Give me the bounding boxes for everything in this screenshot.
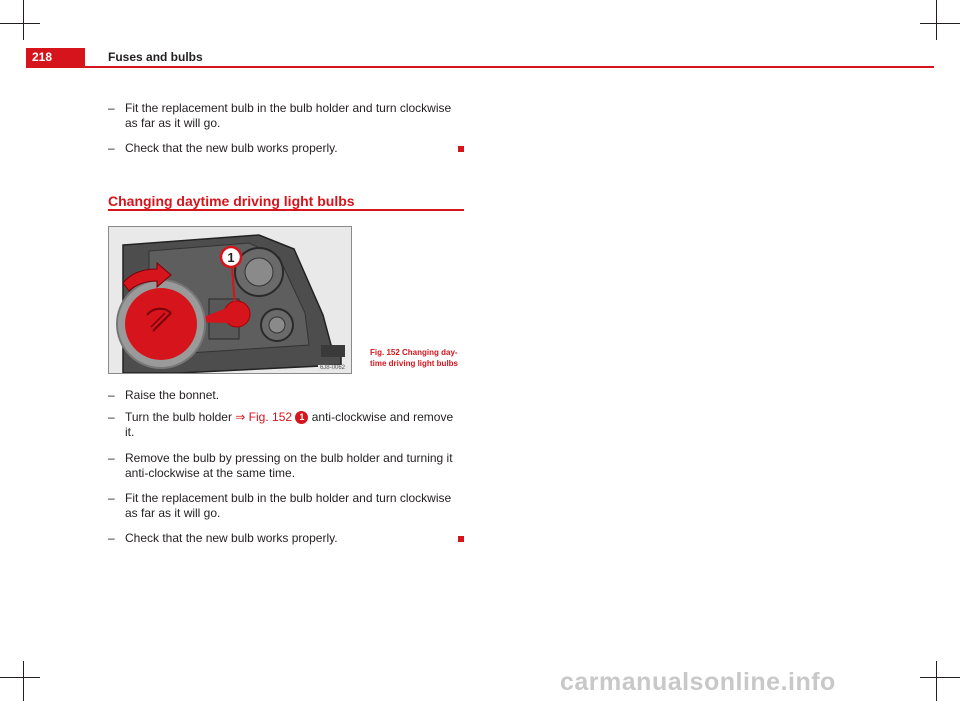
list-item bbox=[108, 491, 460, 521]
callout-badge: 1 bbox=[295, 411, 308, 424]
step-text bbox=[125, 410, 460, 440]
list-item bbox=[108, 388, 460, 403]
list-dash: – bbox=[108, 141, 115, 155]
section-rule bbox=[108, 209, 464, 211]
step-text: Fit the replacement bulb in the bulb holder and turn clockwise as far as it will go. bbox=[125, 491, 452, 520]
page-number: 218 bbox=[32, 50, 53, 64]
list-item bbox=[108, 410, 460, 440]
list-item bbox=[108, 141, 460, 156]
crop-mark bbox=[936, 661, 937, 701]
section-title: Changing daytime driving light bulbs bbox=[108, 193, 355, 209]
crop-mark bbox=[23, 0, 24, 40]
figure-caption-line: time driving light bulbs bbox=[370, 359, 458, 368]
step-text: Remove the bulb by pressing on the bulb holder and turning it anti-clockwise at the same time. bbox=[125, 451, 453, 480]
figure-caption bbox=[370, 347, 465, 369]
list-item bbox=[108, 451, 460, 481]
list-dash: – bbox=[108, 491, 115, 505]
figure-callout-label: 1 bbox=[227, 250, 235, 265]
figure-link[interactable]: ⇒ Fig. 152 bbox=[235, 410, 293, 424]
step-text: Check that the new bulb works properly. bbox=[125, 531, 338, 545]
step-text: Check that the new bulb works properly. bbox=[125, 141, 338, 155]
figure-image bbox=[108, 226, 352, 374]
list-item bbox=[108, 101, 460, 131]
list-dash: – bbox=[108, 410, 115, 424]
crop-mark bbox=[936, 0, 937, 40]
list-dash: – bbox=[108, 451, 115, 465]
step-text-before: Turn the bulb holder bbox=[125, 410, 236, 424]
step-text-after: anti-clockwise and remove it. bbox=[125, 410, 454, 439]
crop-mark bbox=[920, 23, 960, 24]
list-dash: – bbox=[108, 531, 115, 545]
step-text: Raise the bonnet. bbox=[125, 388, 220, 402]
crop-mark bbox=[0, 23, 40, 24]
list-item bbox=[108, 531, 460, 546]
figure-caption-line: Fig. 152 Changing day- bbox=[370, 348, 458, 357]
watermark: carmanualsonline.info bbox=[560, 668, 836, 696]
list-dash: – bbox=[108, 101, 115, 115]
section-end-mark bbox=[458, 536, 464, 542]
crop-mark bbox=[0, 677, 40, 678]
list-dash: – bbox=[108, 388, 115, 402]
crop-mark bbox=[23, 661, 24, 701]
header-rule bbox=[26, 66, 934, 68]
headlight-illustration bbox=[109, 227, 351, 373]
step-text: Fit the replacement bulb in the bulb holder and turn clockwise as far as it will go. bbox=[125, 101, 452, 130]
running-title: Fuses and bulbs bbox=[108, 50, 203, 64]
figure-code: 6J8-0062 bbox=[319, 365, 345, 371]
crop-mark bbox=[920, 677, 960, 678]
section-end-mark bbox=[458, 146, 464, 152]
